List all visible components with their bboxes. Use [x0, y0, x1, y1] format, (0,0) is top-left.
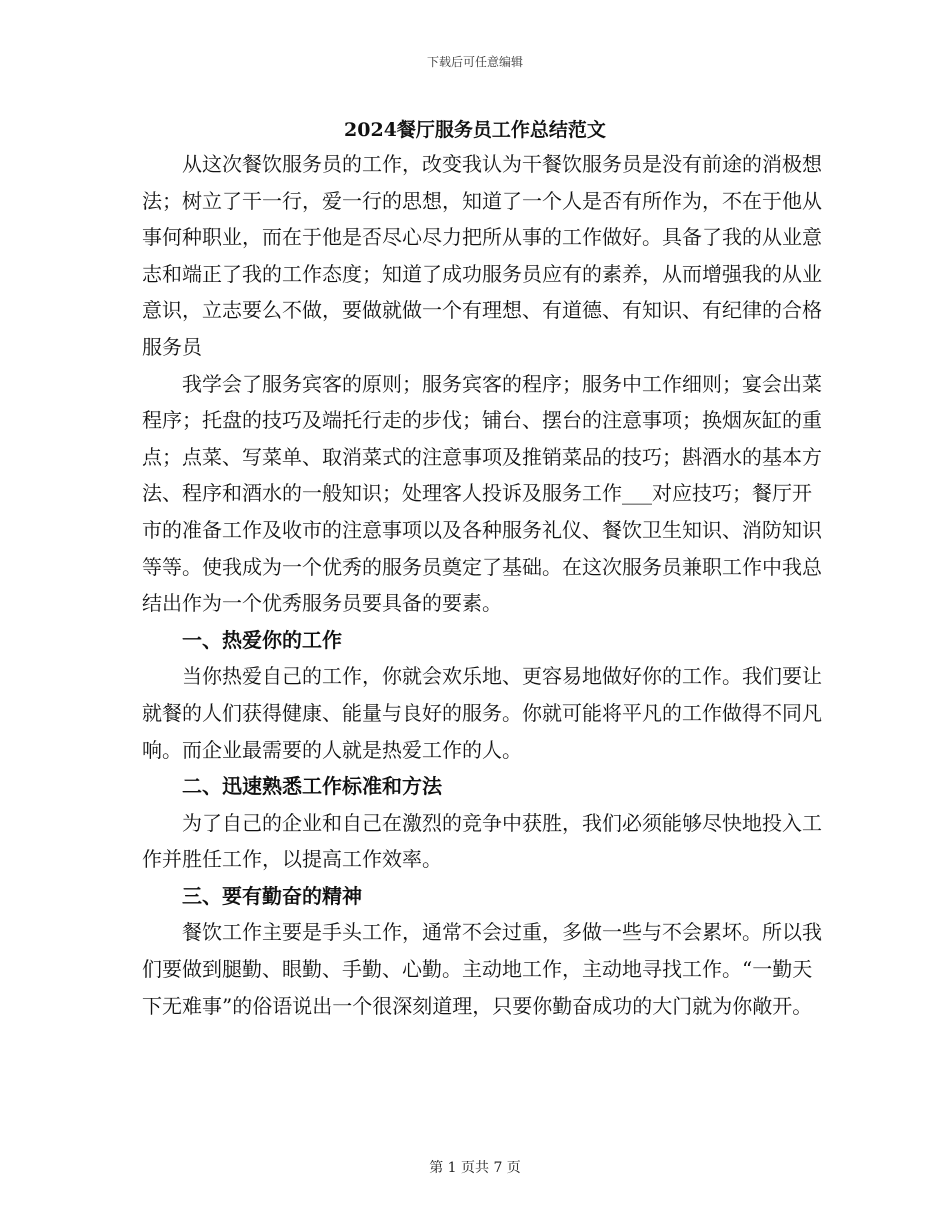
section-paragraph: 餐饮工作主要是手头工作，通常不会过重，多做一些与不会累坏。所以我们要做到腿勤、眼勤、手勤、心勤。主动地工作，主动地寻找工作。“一勤天下无难事”的俗语说出一个很深刻道理，只要你勤奋成功的大门就为你敞开。 [142, 920, 822, 1018]
section-heading: 二、迅速熟悉工作标准和方法 [182, 774, 442, 799]
section-heading: 三、要有勤奋的精神 [182, 883, 362, 908]
body-paragraph: 我学会了服务宾客的原则；服务宾客的程序；服务中工作细则；宴会出菜程序；托盘的技巧及端托行走的步伐；铺台、摆台的注意事项；换烟灰缸的重点；点菜、写菜单、取消菜式的注意事项及推销菜品的技巧；斟酒水的基本方法、程序和酒水的一般知识；处理客人投诉及服务工作___对应技巧；餐厅开市的准备工作及收市的注意事项以及各种服务礼仪、餐饮卫生知识、消防知识等等。使我成为一个优秀的服务员奠定了基础。在这次服务员兼职工作中我总结出作为一个优秀服务员要具备的要素。 [142, 371, 822, 616]
body-paragraph: 从这次餐饮服务员的工作，改变我认为干餐饮服务员是没有前途的消极想法；树立了干一行，爱一行的思想，知道了一个人是否有所作为，不在于他从事何种职业，而在于他是否尽心尽力把所从事的工作做好。具备了我的从业意志和端正了我的工作态度；知道了成功服务员应有的素养，从而增强我的从业意识，立志要么不做，要做就做一个有理想、有道德、有知识、有纪律的合格服务员 [142, 152, 822, 359]
page-number: 第 1 页共 7 页 [429, 1160, 521, 1176]
header-note: 下载后可任意编辑 [426, 55, 523, 69]
document-body [142, 146, 822, 1024]
document-title: 2024餐厅服务员工作总结范文 [344, 119, 606, 141]
section-paragraph: 为了自己的企业和自己在激烈的竞争中获胜，我们必须能够尽快地投入工作并胜任工作，以提高工作效率。 [142, 810, 822, 872]
section-paragraph: 当你热爱自己的工作，你就会欢乐地、更容易地做好你的工作。我们要让就餐的人们获得健康、能量与良好的服务。你就可能将平凡的工作做得不同凡响。而企业最需要的人就是热爱工作的人。 [142, 664, 822, 762]
section-heading: 一、热爱你的工作 [182, 627, 342, 652]
